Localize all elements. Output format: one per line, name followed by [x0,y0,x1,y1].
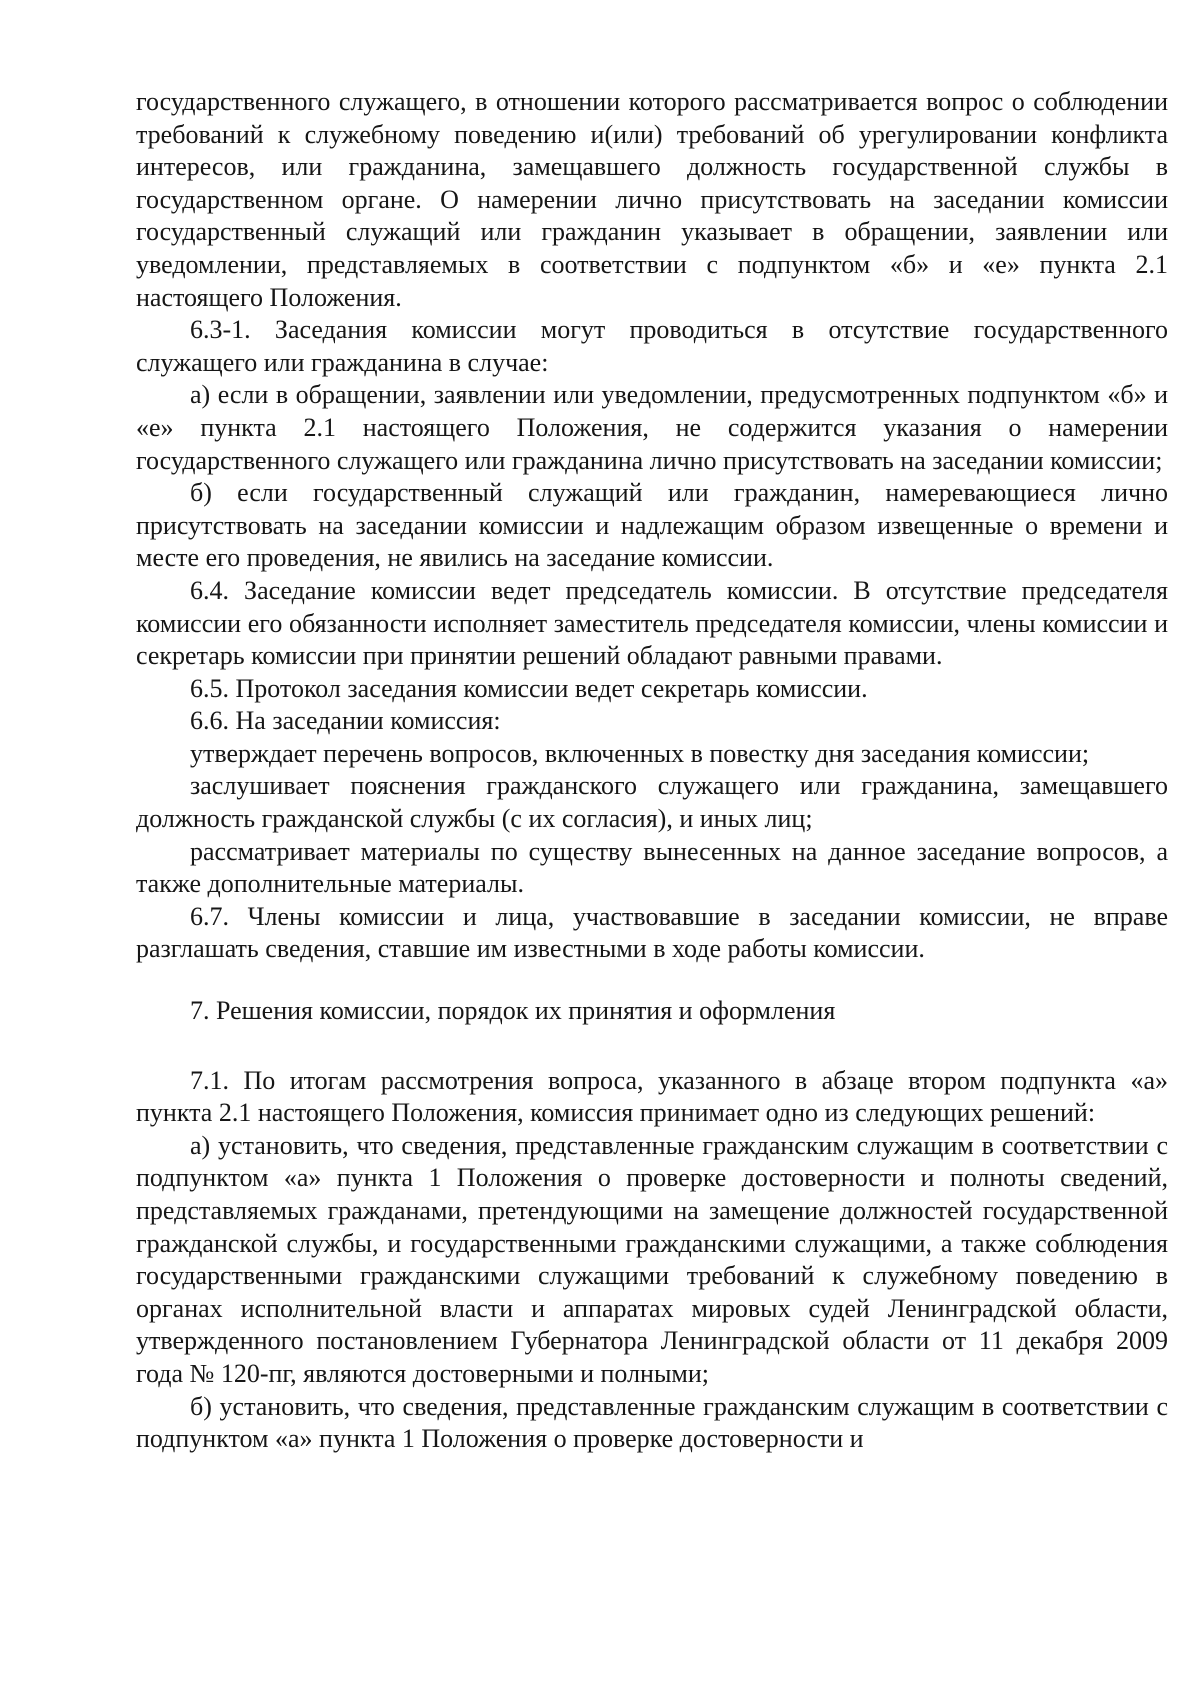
paragraph: 6.4. Заседание комиссии ведет председатель комиссии. В отсутствие председателя комиссии его обязанности исполняет заместитель председателя комиссии, члены комиссии и секретарь комиссии при принятии решений обладают равными правами. [136,575,1168,671]
paragraph: заслушивает пояснения гражданского служащего или гражданина, замещавшего должность гражданской службы (с их согласия), и иных лиц; [136,771,1168,834]
paragraph: а) установить, что сведения, представленные гражданским служащим в соответствии с подпунктом «а» пункта 1 Положения о проверке достоверности и полноты сведений, представляемых гражданами, претендующими на замещение должностей государственной гражданской службы, и государственными гражданскими служащими, а также соблюдения государственными гражданскими служащими требований к служебному поведению в органах исполнительной власти и аппаратах мировых судей Ленинградской области, утвержденного постановлением Губернатора Ленинградской области от 11 декабря 2009 года № 120-пг, являются достоверными и полными; [136,1130,1168,1388]
paragraph: 6.7. Члены комиссии и лица, участвовавшие в заседании комиссии, не вправе разглашать сведения, ставшие им известными в ходе работы комиссии. [136,901,1168,964]
paragraph: 6.5. Протокол заседания комиссии ведет секретарь комиссии. [190,673,868,703]
paragraph: 6.3-1. Заседания комиссии могут проводиться в отсутствие государственного служащего или гражданина в случае: [136,315,1168,377]
paragraph: а) если в обращении, заявлении или уведомлении, предусмотренных подпунктом «б» и «е» пункта 2.1 настоящего Положения, не содержится указания о намерении государственного служащего или гражданина лично присутствовать на заседании комиссии; [136,380,1168,475]
paragraph: б) установить, что сведения, представленные гражданским служащим в соответствии с подпунктом «а» пункта 1 Положения о проверке достоверности и [136,1391,1168,1454]
paragraph: государственного служащего, в отношении которого рассматривается вопрос о соблюдении требований к служебному поведению и(или) требований об урегулировании конфликта интересов, или гражданина, замещавшего должность государственной службы в государственном органе. О намерении лично присутствовать на заседании комиссии государственный служащий или гражданин указывает в обращении, заявлении или уведомлении, представляемых в соответствии с подпунктом «б» и «е» пункта 2.1 настоящего Положения. [136,87,1168,312]
section-heading: 7. Решения комиссии, порядок их принятия и оформления [190,996,836,1026]
paragraph: 6.6. На заседании комиссия: [190,706,501,736]
paragraph: утверждает перечень вопросов, включенных в повестку дня заседания комиссии; [190,738,1090,768]
paragraph: б) если государственный служащий или гражданин, намеревающиеся лично присутствовать на заседании комиссии и надлежащим образом извещенные о времени и месте его проведения, не явились на заседание комиссии. [136,478,1168,573]
document-body [136,86,1168,1456]
paragraph: 7.1. По итогам рассмотрения вопроса, указанного в абзаце втором подпункта «а» пункта 2.1 настоящего Положения, комиссия принимает одно из следующих решений: [136,1065,1168,1128]
paragraph: рассматривает материалы по существу вынесенных на данное заседание вопросов, а также дополнительные материалы. [136,836,1168,899]
